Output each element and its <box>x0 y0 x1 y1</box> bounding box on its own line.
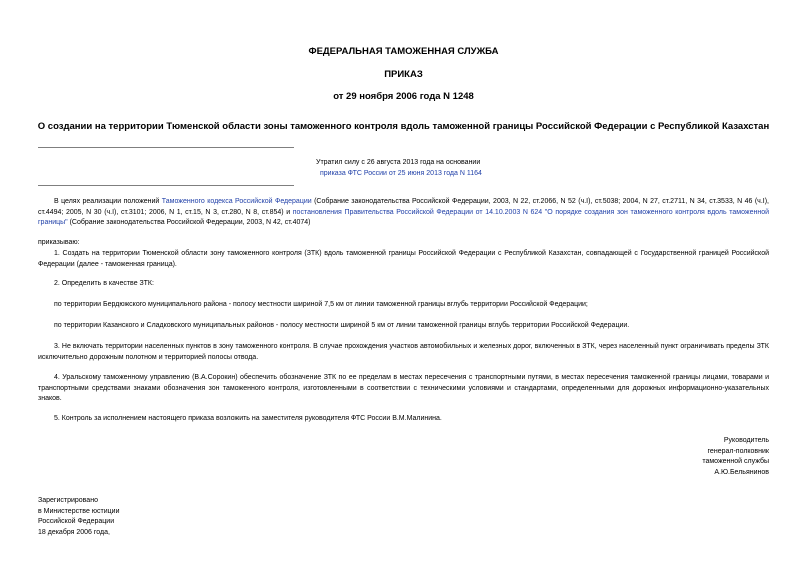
document-type: ПРИКАЗ <box>384 69 423 80</box>
order-item-4: 4. Уральскому таможенному управлению (В.А.Сорокин) обеспечить обозначение ЗТК по ее пределам в местах пересечения с транспортными путями, в местах пересечения таможенной границы лицами, товарами и транспортными средствами знаками обозначения зон таможенного контроля, изготовленными в соответствии с техническими условиями и стандартами, определенными для дорожных информационно-указательных знаков. <box>38 374 769 402</box>
top-divider <box>38 147 294 148</box>
agency-title: ФЕДЕРАЛЬНАЯ ТАМОЖЕННАЯ СЛУЖБА <box>308 46 499 57</box>
preamble-text-1: В целях реализации положений <box>54 198 162 205</box>
repeal-order-link[interactable]: приказа ФТС России от 25 июня 2013 года N 1164 <box>320 169 482 177</box>
signature-rank: генерал-полковник <box>707 447 769 455</box>
status-note <box>316 158 482 179</box>
registration-line-3: Российской Федерации <box>38 518 115 525</box>
registration-block <box>38 496 119 538</box>
order-item-3: 3. Не включать территории населенных пунктов в зону таможенного контроля. В случае прохождения участков автомобильных и железных дорог, включенных в ЗТК, через населенный пункт ограничивать пределы ЗТК исключительно дорожным полотном и территорией полосы отвода. <box>38 343 769 361</box>
customs-code-link[interactable]: Таможенного кодекса Российской Федерации <box>161 198 312 205</box>
order-item-2: 2. Определить в качестве ЗТК: <box>54 280 154 287</box>
order-item-2b: по территории Казанского и Сладковского муниципальных районов - полосу местности шириной 5 км от линии таможенной границы вглубь территории Российской Федерации. <box>54 322 630 329</box>
bottom-divider <box>38 185 294 186</box>
preamble <box>38 197 769 229</box>
signature-position: Руководитель <box>723 437 769 444</box>
registration-line-1: Зарегистрировано <box>38 497 98 504</box>
orders-label: приказываю: <box>38 239 80 246</box>
registration-line-2: в Министерстве юстиции <box>38 507 120 515</box>
preamble-text-3: (Собрание законодательства Российской Федерации, 2003, N 42, ст.4074) <box>67 219 311 226</box>
signature-block <box>702 436 769 478</box>
signature-name: А.Ю.Бельянинов <box>714 468 769 476</box>
document-date-number: от 29 ноября 2006 года N 1248 <box>333 91 474 102</box>
government-resolution-link[interactable]: постановления Правительства Российской Федерации от 14.10.2003 N 624 "О порядке создания зон таможенного контроля вдоль таможенной границы" <box>38 208 769 226</box>
signature-service: таможенной службы <box>702 458 769 465</box>
order-item-1: 1. Создать на территории Тюменской области зону таможенного контроля (ЗТК) вдоль таможенной границы Российской Федерации с Республикой Казахстан, совпадающей с Государственной границей Российской Федерации (далее - таможенная граница). <box>38 250 769 268</box>
registration-line-4: 18 декабря 2006 года, <box>38 528 110 536</box>
order-item-5: 5. Контроль за исполнением настоящего приказа возложить на заместителя руководителя ФТС России В.М.Малинина. <box>54 415 442 422</box>
order-item-2a: по территории Бердюжского муниципального района - полосу местности шириной 7,5 км от линии таможенной границы вглубь территории Российской Федерации; <box>54 301 588 308</box>
status-note-text: Утратил силу с 26 августа 2013 года на основании <box>316 159 481 166</box>
document-subject: О создании на территории Тюменской области зоны таможенного контроля вдоль таможенной границы Российской Федерации с Республикой Казахстан <box>37 121 770 132</box>
preamble-text-2: (Собрание законодательства Российской Федерации, 2003, N 22, ст.2066, N 52 (ч.I), ст.5038; 2004, N 27, ст.2711, N 34, ст.3533, N 46 (ч.I), ст.4494; 2005, N 30 (ч.I), ст.3101; 2006, N 1, ст.15, N 3, ст.280, N 8, ст.854) и <box>38 198 769 216</box>
